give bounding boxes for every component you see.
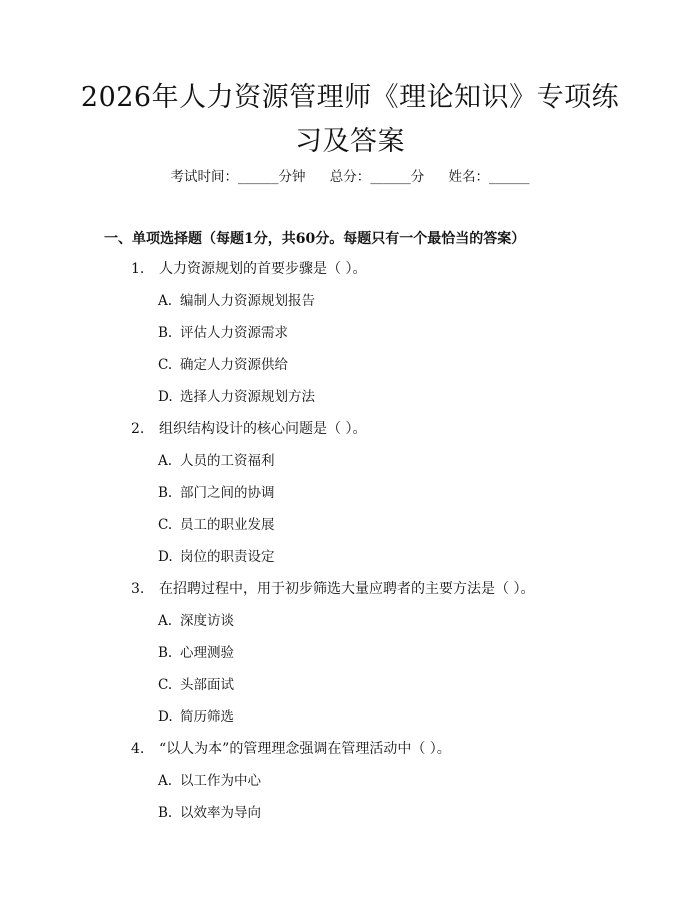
option-letter: C. [158,357,173,373]
section-heading: 一、单项选择题（每题1分，共60分。每题只有一个最恰当的答案） [104,231,526,247]
option-letter: B. [158,485,173,501]
option-letter: A. [158,613,173,629]
question-1-option-d [158,386,315,408]
option-text: 简历筛选 [180,709,234,725]
option-letter: B. [158,645,173,661]
option-letter: D. [158,709,173,725]
option-text: 确定人力资源供给 [180,357,288,373]
option-letter: A. [158,453,173,469]
exam-meta [0,166,700,188]
option-letter: D. [158,389,173,405]
question-2 [131,418,366,440]
question-4 [131,738,451,760]
exam-time: 考试时间：______分钟 [170,169,306,185]
question-text: 在招聘过程中，用于初步筛选大量应聘者的主要方法是（ ）。 [159,581,535,597]
question-number: 1. [131,261,145,277]
title-line-1: 2026年人力资源管理师《理论知识》专项练 [80,82,620,113]
option-letter: A. [158,773,173,789]
question-1-option-c [158,354,288,376]
question-3-option-b [158,642,234,664]
exam-name-field: 姓名：______ [448,169,530,185]
option-text: 头部面试 [180,677,234,693]
question-3-option-d [158,706,234,728]
question-text: 组织结构设计的核心问题是（ ）。 [159,421,367,437]
question-number: 3. [131,581,145,597]
question-3-option-a [158,610,234,632]
question-4-option-b [158,802,261,824]
option-text: 人员的工资福利 [180,453,275,469]
question-4-option-a [158,770,261,792]
question-2-option-a [158,450,275,472]
question-1-option-b [158,322,288,344]
option-text: 部门之间的协调 [180,485,275,501]
option-text: 评估人力资源需求 [180,325,288,341]
page-title [60,76,640,164]
option-letter: B. [158,325,173,341]
question-number: 2. [131,421,145,437]
question-text: 人力资源规划的首要步骤是（ ）。 [159,261,367,277]
question-3-option-c [158,674,234,696]
question-text: “以人为本”的管理理念强调在管理活动中（ ）。 [159,741,451,757]
question-2-option-b [158,482,275,504]
question-1 [131,258,366,280]
option-text: 以效率为导向 [180,805,261,821]
option-text: 员工的职业发展 [180,517,275,533]
option-letter: C. [158,517,173,533]
option-text: 选择人力资源规划方法 [180,389,315,405]
option-letter: B. [158,805,173,821]
question-2-option-c [158,514,275,536]
option-text: 以工作为中心 [180,773,261,789]
option-letter: A. [158,293,173,309]
question-1-option-a [158,290,315,312]
question-3 [131,578,534,600]
option-text: 岗位的职责设定 [180,549,275,565]
title-line-2: 习及答案 [295,126,405,157]
option-text: 心理测验 [180,645,234,661]
option-letter: D. [158,549,173,565]
option-letter: C. [158,677,173,693]
question-2-option-d [158,546,275,568]
option-text: 深度访谈 [180,613,234,629]
exam-total-score: 总分：______分 [329,169,425,185]
question-number: 4. [131,741,145,757]
option-text: 编制人力资源规划报告 [180,293,315,309]
